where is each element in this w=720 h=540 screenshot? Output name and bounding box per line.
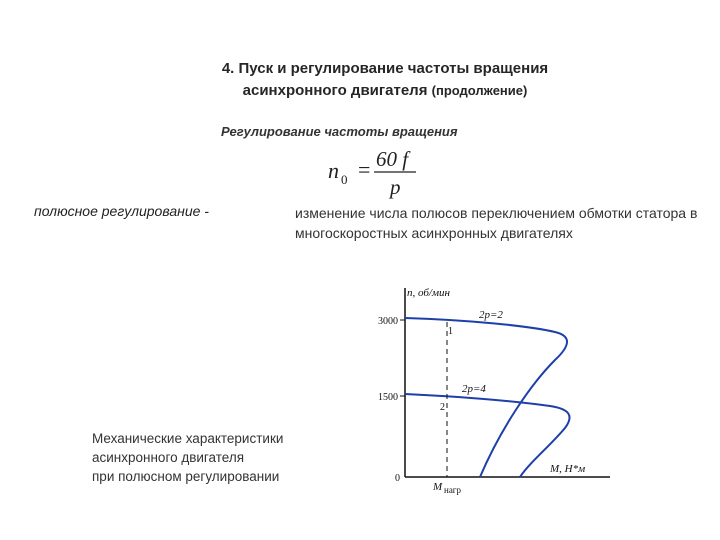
- formula-numerator: 60 f: [376, 147, 409, 171]
- title-line-1: 4. Пуск и регулирование частоты вращения: [221, 60, 549, 77]
- curve-2p-4: [405, 394, 570, 477]
- y-axis-label: n, об/мин: [407, 287, 450, 299]
- x-axis-label: M, Н*м: [550, 463, 586, 475]
- mechanical-characteristics-graph: [360, 280, 620, 500]
- curve-label-2p-4: 2p=4: [462, 383, 486, 395]
- y-tick-0: 0: [395, 473, 400, 484]
- graph-caption: [92, 429, 283, 486]
- formula-lhs-sub: 0: [341, 172, 348, 187]
- speed-formula: [320, 144, 430, 200]
- caption-line-3: при полюсном регулировании: [92, 469, 280, 484]
- curve-label-2p-2: 2p=2: [479, 309, 503, 321]
- formula-lhs: n: [328, 158, 339, 183]
- y-tick-3000: 3000: [378, 316, 398, 327]
- title-line-2: [150, 80, 620, 102]
- y-tick-1500: 1500: [378, 392, 398, 403]
- method-label: полюсное регулирование -: [34, 203, 209, 219]
- curve-2p-2: [405, 318, 567, 477]
- point-label-2: 2: [440, 402, 445, 413]
- svg-text:=: =: [358, 157, 371, 182]
- point-label-1: 1: [448, 326, 453, 337]
- title-line-2-text: асинхронного двигателя: [242, 82, 428, 99]
- title-note: (продолжение): [431, 83, 528, 98]
- formula-denominator: p: [390, 175, 401, 199]
- slide-title: [150, 58, 620, 104]
- section-subtitle: Регулирование частоты вращения: [221, 124, 458, 139]
- load-label: M: [433, 481, 443, 493]
- load-label-sub: нагр: [444, 485, 462, 495]
- caption-line-2: асинхронного двигателя: [92, 450, 245, 465]
- method-description: изменение числа полюсов переключением обмотки статора в многоскоростных асинхронных двигателях: [295, 205, 698, 241]
- caption-line-1: Механические характеристики: [92, 431, 284, 446]
